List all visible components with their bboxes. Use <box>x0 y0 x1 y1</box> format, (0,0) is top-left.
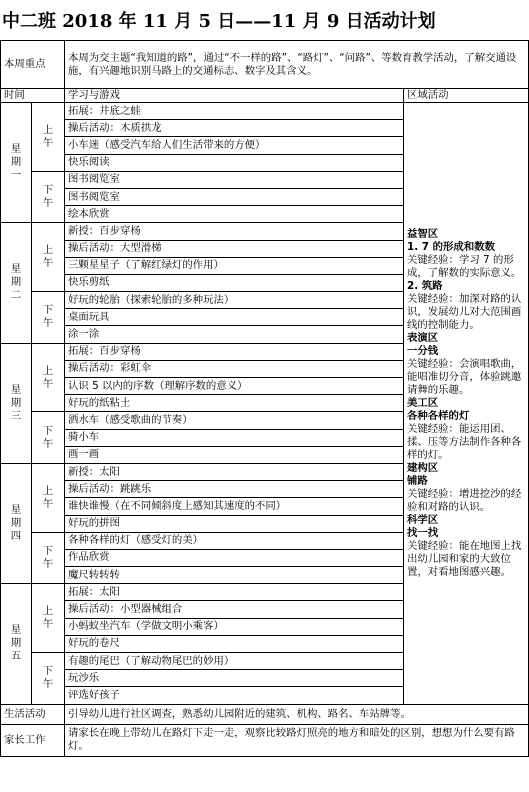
area-description: 关键经验：能在地图上找出幼儿园和家的大致位置，对看地图感兴趣。 <box>407 539 522 578</box>
area-description: 关键经验：增进挖沙的经验和对路的认识。 <box>407 487 522 513</box>
activity-cell: 桌面玩具 <box>65 309 404 326</box>
activity-cell: 操后活动：跳跳乐 <box>65 481 404 498</box>
life-label: 生活活动 <box>1 704 65 724</box>
header-row <box>1 89 529 103</box>
activity-cell: 画一画 <box>65 446 404 463</box>
activity-cell: 作品欣赏 <box>65 549 404 566</box>
area-description: 关键经验：加深对路的认识，发展幼儿对大范围画线的控制能力。 <box>407 292 522 331</box>
activity-cell: 洒水车（感受歌曲的节奏） <box>65 412 404 429</box>
area-heading: 铺路 <box>407 474 428 487</box>
afternoon-label: 下 午 <box>32 292 65 344</box>
area-description: 关键经验：能运用团、揉、压等方法制作各种各样的灯。 <box>407 422 522 461</box>
activity-cell: 拓展：太阳 <box>65 584 404 601</box>
activity-cell: 拓展：井底之蛙 <box>65 103 404 120</box>
activity-cell: 玩沙乐 <box>65 670 404 687</box>
activity-cell: 骑小车 <box>65 429 404 446</box>
header-time: 时间 <box>1 89 65 103</box>
activity-cell: 评选好孩子 <box>65 687 404 704</box>
area-heading: 一分钱 <box>407 344 439 357</box>
activity-cell: 操后活动：木质拱龙 <box>65 120 404 137</box>
plan-table-body <box>1 41 529 757</box>
activity-cell: 好玩的纸粘土 <box>65 395 404 412</box>
activity-cell: 快乐阅读 <box>65 154 404 171</box>
activity-cell: 谁快谁慢（在不同倾斜度上感知其速度的不同） <box>65 498 404 515</box>
morning-label: 上 午 <box>32 103 65 172</box>
activity-cell: 认识 5 以内的序数（理解序数的意义） <box>65 378 404 395</box>
area-heading: 2. 筑路 <box>407 279 443 292</box>
header-area: 区域活动 <box>404 89 529 103</box>
afternoon-label: 下 午 <box>32 653 65 705</box>
area-heading: 找一找 <box>407 526 439 539</box>
area-heading: 科学区 <box>407 513 439 526</box>
parent-label: 家长工作 <box>1 724 65 756</box>
activity-cell: 操后活动：小型器械组合 <box>65 601 404 618</box>
area-heading: 1. 7 的形成和数数 <box>407 240 495 253</box>
page-title: 中二班 2018 年 11 月 5 日——11 月 9 日活动计划 <box>2 11 436 32</box>
morning-label: 上 午 <box>32 584 65 653</box>
activity-cell: 新授：太阳 <box>65 463 404 480</box>
area-heading: 建构区 <box>407 461 439 474</box>
activity-cell: 魔尺转转转 <box>65 567 404 584</box>
area-heading: 表演区 <box>407 331 439 344</box>
activity-cell: 快乐剪纸 <box>65 274 404 291</box>
activity-cell: 各种各样的灯（感受灯的美） <box>65 532 404 549</box>
activity-cell: 操后活动：大型滑梯 <box>65 240 404 257</box>
area-description: 关键经验：会演唱歌曲，能唱准切分音，体验跳邀请舞的乐趣。 <box>407 357 522 396</box>
area-description: 关键经验：学习 7 的形成，了解数的实际意义。 <box>407 253 522 279</box>
activity-cell: 操后活动：彩虹伞 <box>65 360 404 377</box>
morning-label: 上 午 <box>32 463 65 532</box>
area-activities <box>404 103 529 705</box>
day-label: 星 期 五 <box>1 584 32 704</box>
area-heading: 美工区 <box>407 396 439 409</box>
activity-cell: 有趣的尾巴（了解动物尾巴的妙用） <box>65 653 404 670</box>
parent-row <box>1 724 529 756</box>
day-label: 星 期 一 <box>1 103 32 223</box>
day-label: 星 期 四 <box>1 463 32 583</box>
afternoon-label: 下 午 <box>32 532 65 584</box>
parent-text: 请家长在晚上带幼儿在路灯下走一走，观察比较路灯照亮的地方和暗处的区别，想想为什么要有路灯。 <box>65 724 529 756</box>
plan-table <box>0 40 529 757</box>
morning-label: 上 午 <box>32 343 65 412</box>
life-row <box>1 704 529 724</box>
focus-row <box>1 41 529 89</box>
morning-label: 上 午 <box>32 223 65 292</box>
area-heading: 各种各样的灯 <box>407 409 470 422</box>
activity-cell: 小车迷（感受汽车给人们生活带来的方便） <box>65 137 404 154</box>
activity-row <box>1 103 529 120</box>
activity-cell: 绘本欣赏 <box>65 206 404 223</box>
activity-cell: 图书阅览室 <box>65 188 404 205</box>
activity-cell: 好玩的卷尺 <box>65 635 404 652</box>
day-label: 星 期 二 <box>1 223 32 343</box>
focus-text: 本周为交主题“我知道的路”，通过“不一样的路”、“路灯”、“问路”、等数育教学活动，了解交通设施，有兴趣地识别马路上的交通标志、数字及其含义。 <box>65 41 529 89</box>
focus-label: 本周重点 <box>1 41 65 89</box>
area-heading: 益智区 <box>407 227 439 240</box>
activity-cell: 拓展：百步穿杨 <box>65 343 404 360</box>
activity-cell: 好玩的轮胎（探索轮胎的多种玩法） <box>65 292 404 309</box>
activity-cell: 新授：百步穿杨 <box>65 223 404 240</box>
activity-cell: 图书阅览室 <box>65 171 404 188</box>
life-text: 引导幼儿进行社区调查，熟悉幼儿园附近的建筑、机构、路名、车站牌等。 <box>65 704 529 724</box>
header-learn: 学习与游戏 <box>65 89 404 103</box>
day-label: 星 期 三 <box>1 343 32 463</box>
activity-cell: 小蚂蚁坐汽车（学做文明小乘客） <box>65 618 404 635</box>
afternoon-label: 下 午 <box>32 171 65 223</box>
activity-cell: 好玩的拼图 <box>65 515 404 532</box>
activity-cell: 三颗星星子（了解红绿灯的作用） <box>65 257 404 274</box>
afternoon-label: 下 午 <box>32 412 65 464</box>
activity-cell: 涂一涂 <box>65 326 404 343</box>
